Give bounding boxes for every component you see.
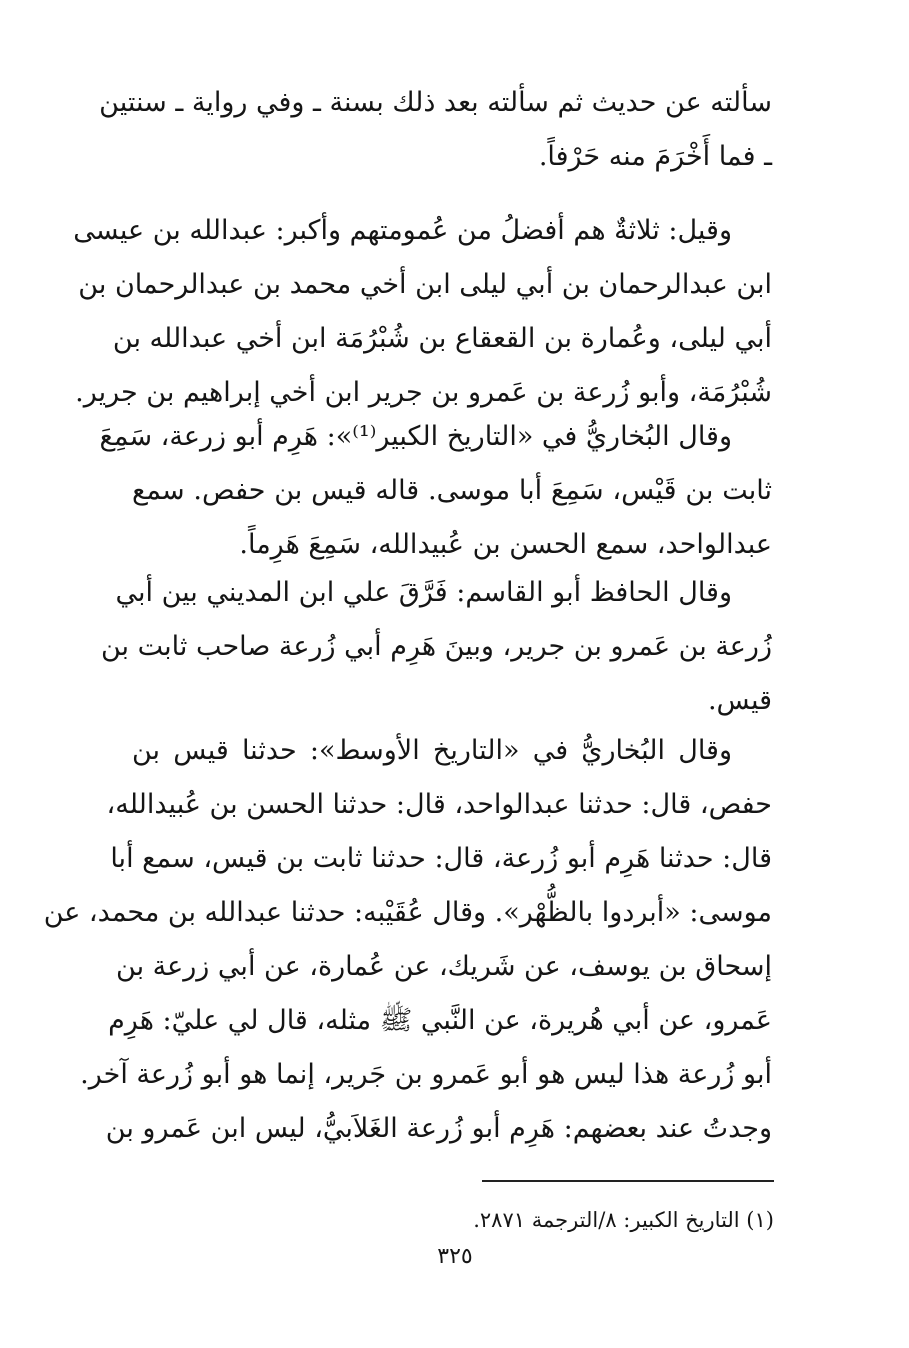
footnote: (١) التاريخ الكبير: ٨/الترجمة ٢٨٧١. bbox=[473, 1208, 774, 1232]
text-line: عَمرو، عن أبي هُريرة، عن النَّبي ﷺ مثله، قال لي عليّ: هَرِم bbox=[108, 1005, 772, 1036]
text-line: شُبْرُمَة، وأبو زُرعة بن عَمرو بن جرير ابن أخي إبراهيم بن جرير. bbox=[75, 377, 772, 408]
text-line: قيس. bbox=[707, 685, 772, 716]
text-line: أبي ليلى، وعُمارة بن القعقاع بن شُبْرُمَة ابن أخي عبدالله بن bbox=[112, 323, 772, 354]
text-line: ـ فما أَخْرَمَ منه حَرْفاً. bbox=[538, 141, 772, 172]
text-line: وجدتُ عند بعضهم: هَرِم أبو زُرعة الغَلاَبيُّ، ليس ابن عَمرو بن bbox=[105, 1113, 772, 1144]
text-line: حفص، قال: حدثنا عبدالواحد، قال: حدثنا الحسن بن عُبيدالله، bbox=[106, 789, 772, 820]
text-line: إسحاق بن يوسف، عن شَريك، عن عُمارة، عن أبي زرعة بن bbox=[116, 951, 772, 982]
text-line: وقال الحافظ أبو القاسم: فَرَّقَ علي ابن المديني بين أبي bbox=[115, 577, 732, 608]
text-line: ابن عبدالرحمان بن أبي ليلى ابن أخي محمد بن عبدالرحمان بن bbox=[78, 269, 772, 300]
text-line: قال: حدثنا هَرِم أبو زُرعة، قال: حدثنا ثابت بن قيس، سمع أبا bbox=[110, 843, 772, 874]
text-line: سألته عن حديث ثم سألته بعد ذلك بسنة ـ وفي رواية ـ سنتين bbox=[99, 87, 772, 118]
text-line: زُرعة بن عَمرو بن جرير، وبينَ هَرِم أبي زُرعة صاحب ثابت بن bbox=[100, 631, 772, 662]
text-line: ثابت بن قَيْس، سَمِعَ أبا موسى. قاله قيس بن حفص. سمع bbox=[132, 475, 772, 506]
paragraph-5 bbox=[43, 724, 772, 1156]
text-line: عبدالواحد، سمع الحسن بن عُبيدالله، سَمِعَ هَرِماً. bbox=[239, 529, 772, 560]
page-number: ٣٢٥ bbox=[437, 1244, 473, 1269]
footnote-divider bbox=[482, 1180, 774, 1182]
text-line: موسى: «أبردوا بالظُّهْر». وقال عُقَيْبه: حدثنا عبدالله بن محمد، عن bbox=[43, 897, 772, 928]
text-line: وقيل: ثلاثةٌ هم أفضلُ من عُمومتهم وأكبر: عبدالله بن عيسى bbox=[73, 215, 732, 246]
text-line: أبو زُرعة هذا ليس هو أبو عَمرو بن جَرير، إنما هو أبو زُرعة آخر. bbox=[80, 1059, 772, 1090]
paragraph-1 bbox=[99, 76, 772, 184]
paragraph-4 bbox=[100, 566, 772, 728]
text-line: وقال البُخاريُّ في «التاريخ الكبير⁽¹⁾»: هَرِم أبو زرعة، سَمِعَ bbox=[99, 421, 732, 452]
text-line: وقال البُخاريُّ في «التاريخ الأوسط»: حدثنا قيس بن bbox=[132, 735, 732, 766]
paragraph-3 bbox=[99, 410, 772, 572]
paragraph-2 bbox=[73, 204, 772, 420]
